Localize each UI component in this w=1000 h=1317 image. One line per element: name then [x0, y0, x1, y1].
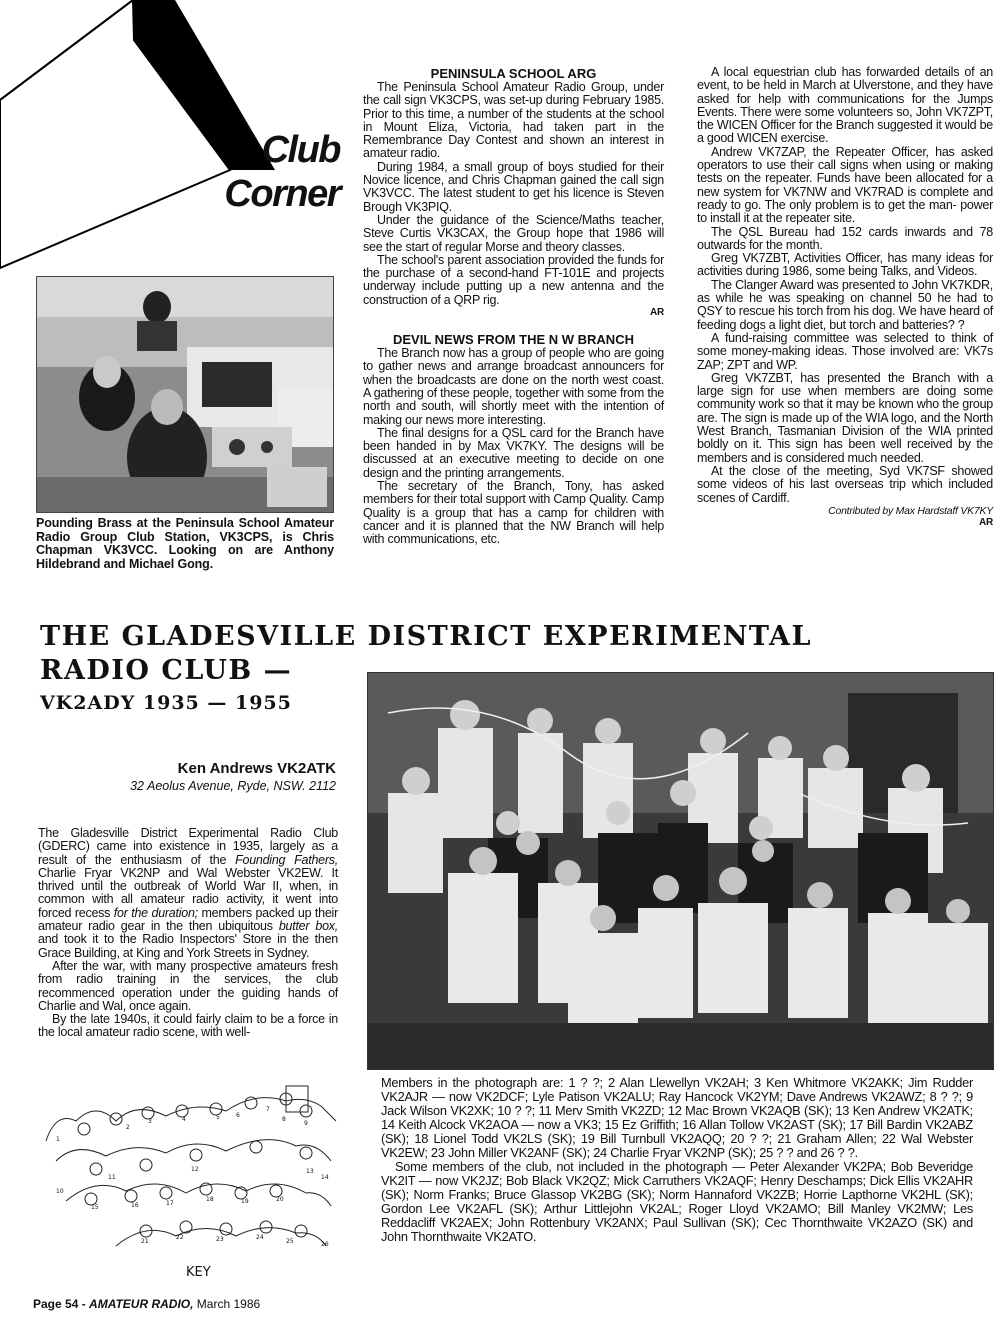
- right-paragraph: A local equestrian club has forwarded details of an event, to be held in March at Ulverstone, and they have asked for help with communications for the Jumps Events. There were some volunteers so, John VK7ZPT, the WICEN Officer for the Branch suggested it would be a good WICEN exercise.: [697, 65, 993, 146]
- right-paragraph: Andrew VK7ZAP, the Repeater Officer, has asked operators to use their call signs when using or making tests on the repeater. Funds have been allocated for a new system for VK7NW and VK7RAD is complete and ready to go. The only problem is to get the man- power to install it at the repeater site.: [697, 144, 993, 226]
- key-number: 12: [191, 1166, 199, 1173]
- right-paragraph: A fund-raising committee was selected to think of some money-making ideas. Those involved are: VK7s ZAP; ZPT and WP.: [697, 330, 993, 372]
- key-number: 13: [306, 1168, 314, 1175]
- club-group-photo: [367, 672, 994, 1070]
- devil-news-paragraph: The Branch now has a group of people who are going to gather news and arrange broadcast announcers for when the broadcasts are done on the north west coast. A gathering of these people, together with some from the north and south, will shortly meet with the intention of making our news more interesting.: [363, 346, 664, 427]
- peninsula-heading: PENINSULA SCHOOL ARG: [430, 66, 597, 81]
- devil-news-paragraph: The final designs for a QSL card for the Branch have been handed in by Max VK7KY. The designs will be discussed at an executive meeting to decide on one design and the printing arrangements.: [363, 425, 664, 480]
- contributed-by: Contributed by Max Hardstaff VK7KY: [828, 504, 993, 517]
- photo-key-sketch: [36, 1081, 346, 1286]
- key-number: 1: [56, 1136, 60, 1143]
- key-number: 22: [176, 1234, 184, 1241]
- right-paragraph: Greg VK7ZBT, has presented the Branch with a large sign for use when members are doing some community work so that it may be known who the group are. The sign is made up of the WIA logo, and the North West Branch, Tasmanian Division of the WIA printed boldly on it. This sign has been well received by the members and is considered much needed.: [697, 370, 993, 465]
- key-number: 15: [91, 1204, 99, 1211]
- right-paragraph: The QSL Bureau had 152 cards inwards and 78 outwards for the month.: [697, 224, 993, 252]
- key-number: 16: [131, 1202, 139, 1209]
- key-number: 23: [216, 1236, 224, 1243]
- key-number: 18: [206, 1196, 214, 1203]
- peninsula-paragraph: Under the guidance of the Science/Maths teacher, Steve Curtis VK3CAX, the Group hope that 1986 will see the start of regular Morse and theory classes.: [363, 212, 664, 254]
- gderc-title: THE GLADESVILLE DISTRICT EXPERIMENTAL RADIO CLUB —: [40, 621, 812, 686]
- gderc-left-column: [38, 827, 338, 1040]
- club-corner-title: Club Corner: [224, 129, 340, 215]
- key-number: 20: [276, 1196, 284, 1203]
- peninsula-paragraph: During 1984, a small group of boys studied for their Novice licence, and Chris Chapman gained the call sign VK3VCC. The latest student to get his licence is Steven Brough VK3PIQ.: [363, 159, 664, 214]
- key-label: KEY: [186, 1265, 211, 1280]
- right-column-sign: AR: [979, 516, 993, 528]
- gderc-paragraph: By the late 1940s, it could fairly claim to be a force in the local amateur radio scene, with well-: [38, 1012, 338, 1040]
- author-address: 32 Aeolus Avenue, Ryde, NSW. 2112: [130, 779, 336, 793]
- page-footer: Page 54 - AMATEUR RADIO, March 1986: [33, 1297, 261, 1311]
- author-name: Ken Andrews VK2ATK: [177, 760, 336, 777]
- key-number: 4: [182, 1116, 186, 1123]
- key-number: 14: [321, 1174, 329, 1181]
- key-number: 8: [282, 1116, 286, 1123]
- key-number: 11: [108, 1174, 116, 1181]
- devil-news-paragraph: The secretary of the Branch, Tony, has asked members for their total support with Camp Quality. Camp Quality is a group that has a camp for children with cancer and it is planned that the NW Branch will help with communications, etc.: [363, 479, 664, 547]
- gderc-paragraph: The Gladesville District Experimental Radio Club (GDERC) came into existence in 1935, largely as a result of the enthusiasm of the Founding Fathers, Charlie Fryar VK2NP and Wal Webster VK2EW. It thrived until the outbreak of World War II, when, in common with all amateur radio activity, it went into forced recess for the duration; members packed up their amateur radio gear in the then ubiquitous butter box, and took it to the Radio Inspectors' Store in the then Grace Building, at King and York Streets in Sydney.: [38, 826, 339, 960]
- middle-column: [363, 66, 664, 547]
- key-number: 25: [286, 1238, 294, 1245]
- key-number: 10: [56, 1188, 64, 1195]
- peninsula-sign: AR: [650, 307, 664, 319]
- key-number: 9: [304, 1120, 308, 1127]
- right-paragraph: The Clanger Award was presented to John VK7KDR, as while he was speaking on channel 50 he had to QSY to rescue his torch from his dog. We have heard of feeding dogs a light diet, but torch and batteries? ?: [697, 277, 993, 332]
- radio-station-photo: [36, 276, 334, 513]
- key-number: 3: [148, 1118, 152, 1125]
- key-number: 19: [241, 1198, 249, 1205]
- right-paragraph: Greg VK7ZBT, Activities Officer, has many ideas for activities during 1986, some being Talks, and Videos.: [697, 251, 993, 279]
- right-paragraph: At the close of the meeting, Syd VK7SF showed some videos of his last overseas trip which included scenes of Cardiff.: [697, 463, 993, 505]
- members-list: Members in the photograph are: 1 ? ?; 2 Alan Llewellyn VK2AH; 3 Ken Whitmore VK2AKK; Jim Rudder VK2AJR — now VK2DCF; Lyle Patison VK2ALU; Ray Hancock VK2YM; Dave Andrews VK2AWZ; 8 ? ?; 9 Jack Wilson VK2XK; 10 ? ?; 11 Merv Smith VK2ZD; 12 Mac Brown VK2AQB (SK); 13 Ken Andrew VK2ATK; 14 Keith Alcock VK2AOA — now a VK3; 15 Ez Griffith; 16 Allan Tollow VK2AST (SK); 17 Bill Bardin VK2ABZ (SK); 18 Lionel Todd VK2LS (SK); 19 Bill Turnbull VK2AQQ; 20 ? ?; 21 Graham Allen; 22 Wal Webster VK2EW; 23 John Miller VK2ANF (SK); 24 Charlie Fryar VK2NP (SK); 25 ? ? and 26 ? ?.: [381, 1075, 973, 1160]
- key-number: 2: [126, 1124, 130, 1131]
- other-members-list: Some members of the club, not included in the photograph — Peter Alexander VK2PA; Bob Beveridge VK2IT — now VK2JZ; Bob Black VK2QZ; Mick Carruthers VK2AQF; Henry Deschamps; Dick Ellis VK2AHR (SK); Norm Franks; Bruce Glassop VK2BG (SK); Norm Hannaford VK2ZB; Horrie Lapthorne VK2HL (SK); Gordon Lee VK2AFL (SK); Arthur Littlejohn VK2AL; Roger Lloyd VK2AMO; Bill Manley VK2MW; Les Reddacliff VK2AEX; John Rottenbury VK2ANX; Paul Sullivan (SK); Cec Thornthwaite VK2AZO (SK) and John Thornthwaite VK2ATO.: [381, 1159, 973, 1244]
- key-number: 26: [321, 1241, 329, 1248]
- key-number: 7: [266, 1106, 270, 1113]
- key-number: 24: [256, 1234, 264, 1241]
- gderc-paragraph: After the war, with many prospective amateurs fresh from radio training in the services, the club recommenced operation under the guiding hands of Charlie and Wal, once again.: [38, 958, 338, 1013]
- gderc-members-column: [381, 1076, 973, 1244]
- key-number: 6: [236, 1112, 240, 1119]
- right-column: [697, 66, 993, 529]
- key-number: 21: [141, 1238, 149, 1245]
- peninsula-paragraph: The Peninsula School Amateur Radio Group, under the call sign VK3CPS, was set-up during February 1985. Prior to this time, a number of the students at the school in Mount Eliza, Victoria, had taken part in the Remembrance Day Contest and shown an interest in amateur radio.: [363, 80, 664, 161]
- peninsula-paragraph: The school's parent association provided the funds for the purchase of a second-hand FT-101E and projects underway include putting up a new antenna and the construction of a QRP rig.: [363, 252, 664, 307]
- gderc-subtitle: VK2ADY 1935 — 1955: [40, 692, 292, 714]
- key-number: 5: [216, 1114, 220, 1121]
- devil-news-heading: DEVIL NEWS FROM THE N W BRANCH: [393, 332, 634, 348]
- radio-station-photo-caption: Pounding Brass at the Peninsula School Amateur Radio Group Club Station, VK3CPS, is Chris Chapman VK3VCC. Looking on are Anthony Hildebrand and Michael Gong.: [36, 516, 334, 571]
- key-number: 17: [166, 1200, 174, 1207]
